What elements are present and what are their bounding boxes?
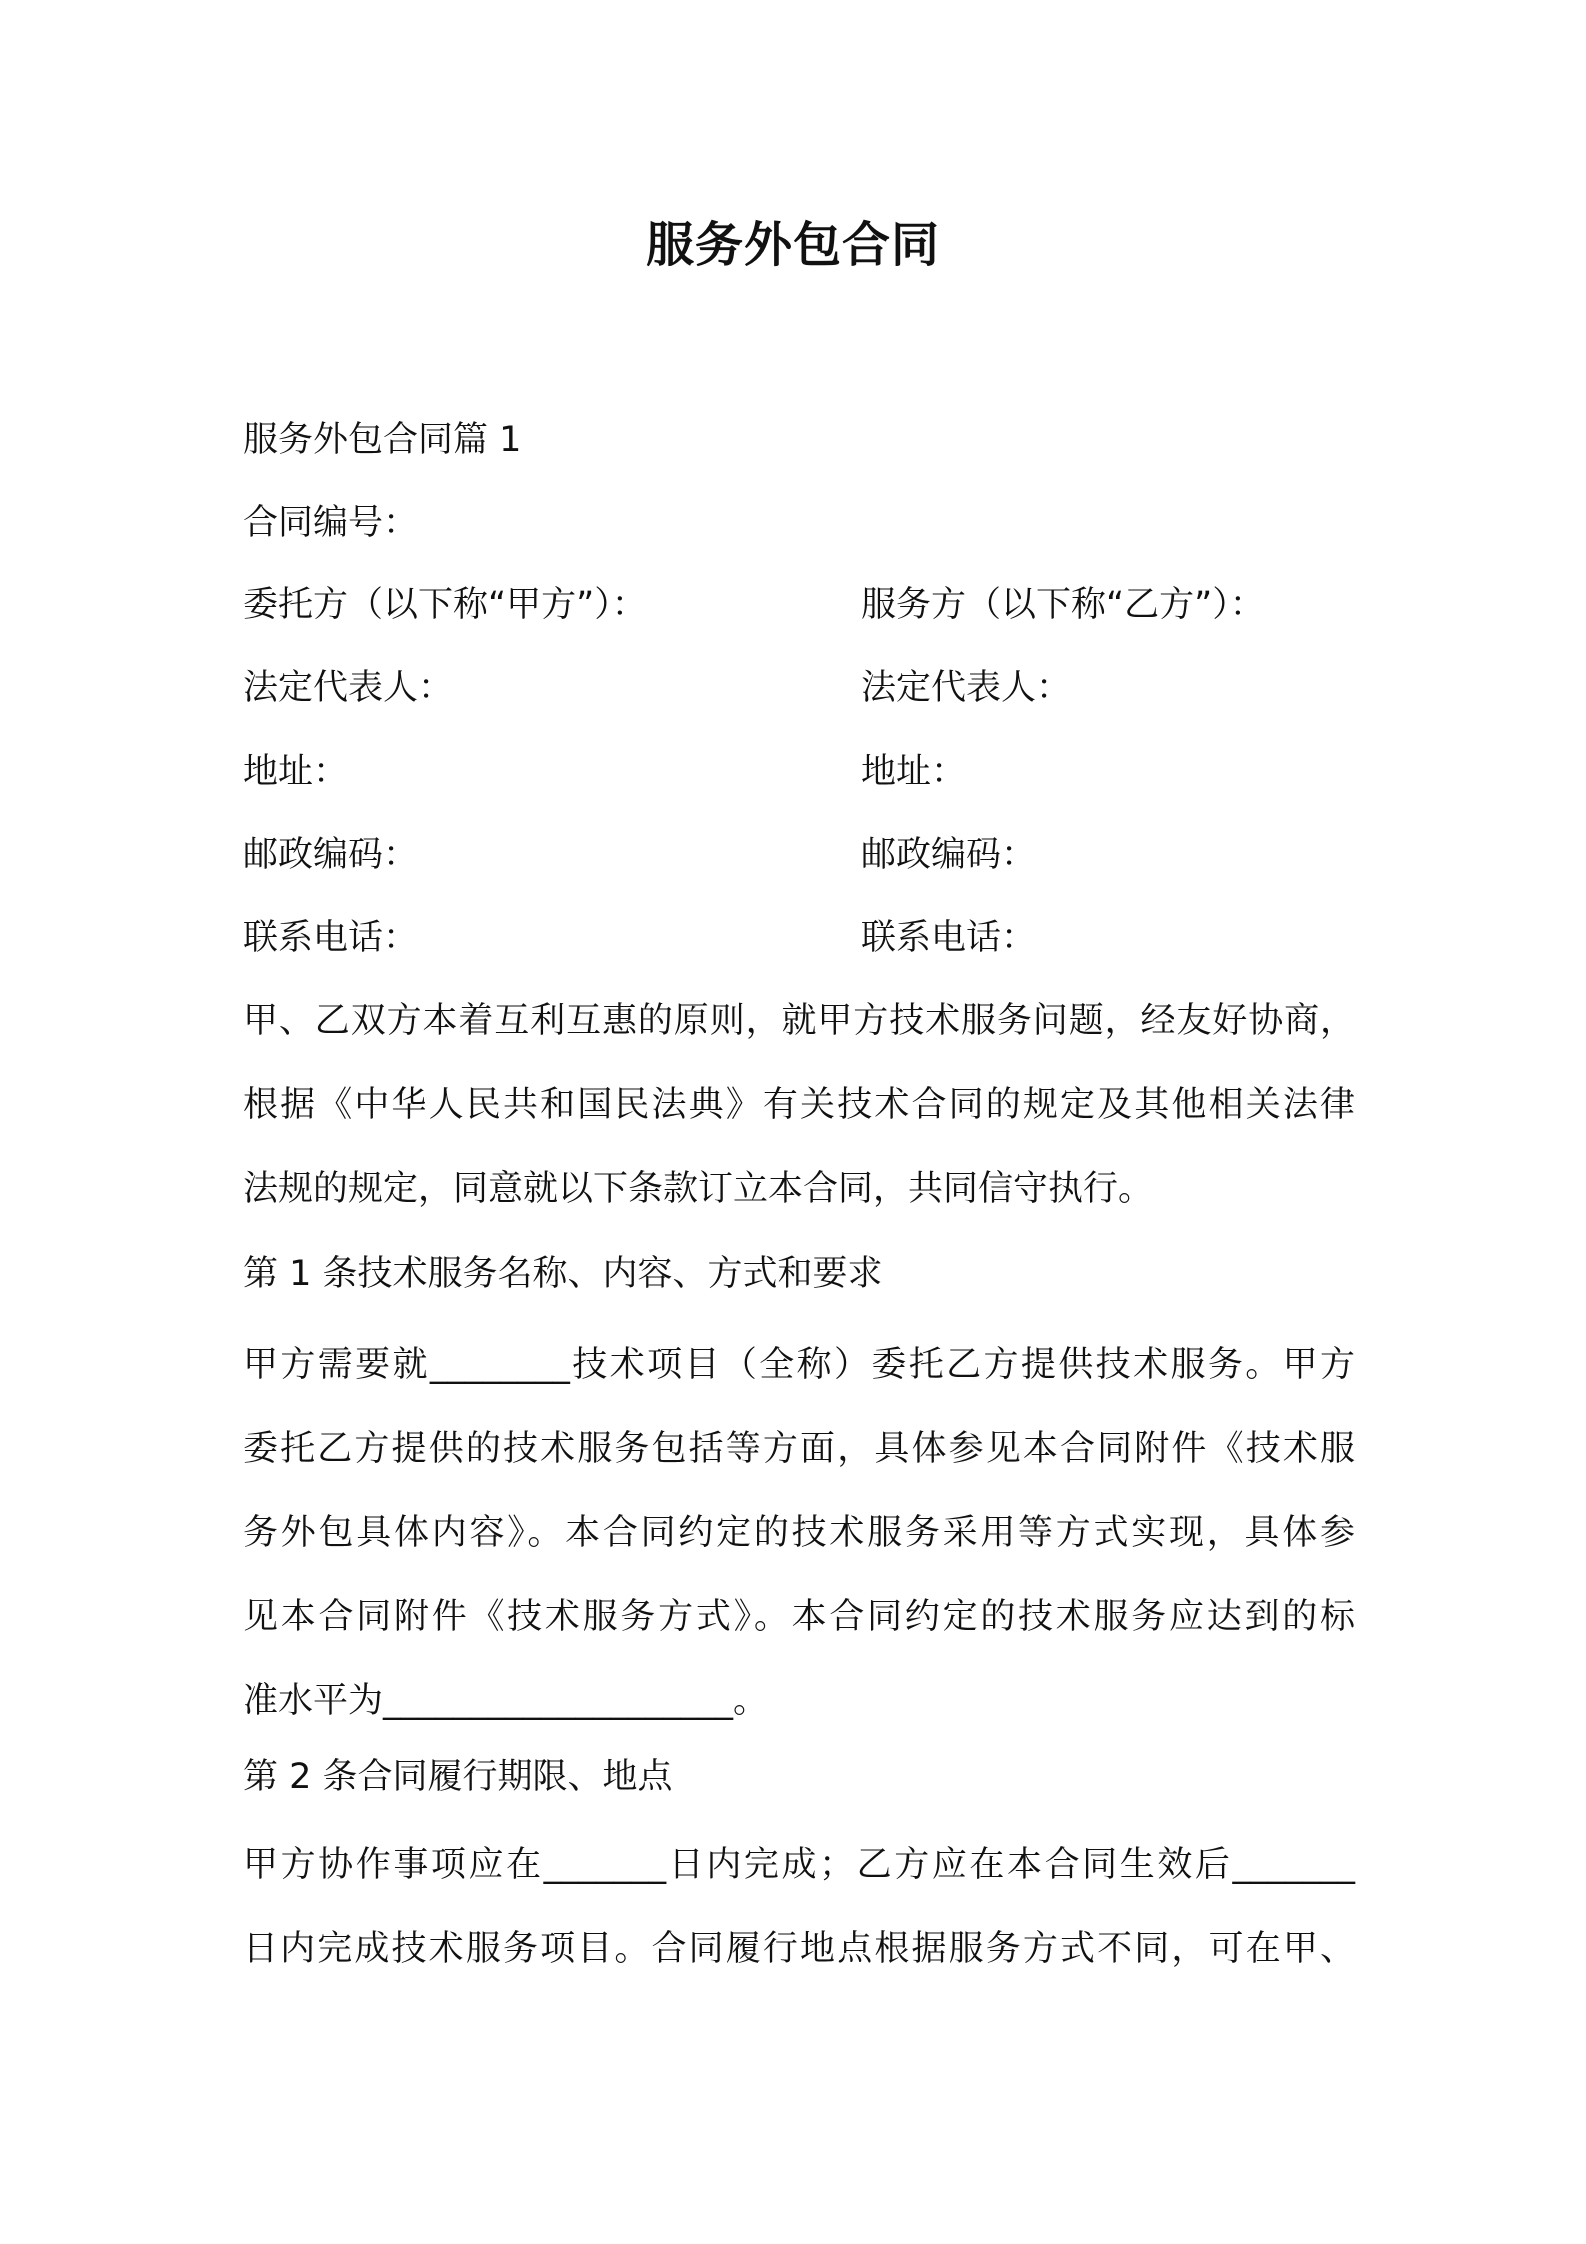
paragraph-line: 日内完成技术服务项目。合同履行地点根据服务方式不同，可在甲、 <box>243 1929 1355 1969</box>
party-b-address-label: 地址： <box>861 752 967 792</box>
party-b-name-label: 服务方（以下称“乙方”）： <box>861 585 1265 625</box>
article-2-heading: 第 2 条合同履行期限、地点 <box>243 1757 673 1797</box>
party-a-phone-label: 联系电话： <box>243 918 419 958</box>
paragraph-line: 根据《中华人民共和国民法典》有关技术合同的规定及其他相关法律 <box>243 1085 1355 1125</box>
document-title: 服务外包合同 <box>645 217 940 273</box>
contract-number-label: 合同编号： <box>243 503 419 543</box>
article-1-paragraph <box>243 1340 1355 1760</box>
paragraph-line: 准水平为____________________。 <box>243 1681 769 1721</box>
section-heading: 服务外包合同篇 1 <box>243 420 522 460</box>
paragraph-line: 甲、乙双方本着互利互惠的原则，就甲方技术服务问题，经友好协商， <box>243 1001 1355 1041</box>
paragraph-line: 甲方协作事项应在_______日内完成；乙方应在本合同生效后_______ <box>243 1845 1355 1885</box>
party-b-representative-label: 法定代表人： <box>861 668 1072 708</box>
paragraph-line: 务外包具体内容》。本合同约定的技术服务采用等方式实现，具体参 <box>243 1513 1355 1553</box>
article-1-heading: 第 1 条技术服务名称、内容、方式和要求 <box>243 1254 883 1294</box>
article-2-paragraph <box>243 1840 1355 2008</box>
paragraph-line: 委托乙方提供的技术服务包括等方面，具体参见本合同附件《技术服 <box>243 1429 1355 1469</box>
party-b-postcode-label: 邮政编码： <box>861 835 1037 875</box>
party-a-representative-label: 法定代表人： <box>243 668 454 708</box>
paragraph-line: 甲方需要就________技术项目（全称）委托乙方提供技术服务。甲方 <box>243 1345 1355 1385</box>
party-a-name-label: 委托方（以下称“甲方”）： <box>243 585 647 625</box>
preamble-paragraph <box>243 996 1355 1248</box>
party-b-phone-label: 联系电话： <box>861 918 1037 958</box>
party-a-postcode-label: 邮政编码： <box>243 835 419 875</box>
paragraph-line: 见本合同附件《技术服务方式》。本合同约定的技术服务应达到的标 <box>243 1597 1355 1637</box>
party-a-address-label: 地址： <box>243 752 349 792</box>
paragraph-line: 法规的规定，同意就以下条款订立本合同，共同信守执行。 <box>243 1169 1154 1209</box>
